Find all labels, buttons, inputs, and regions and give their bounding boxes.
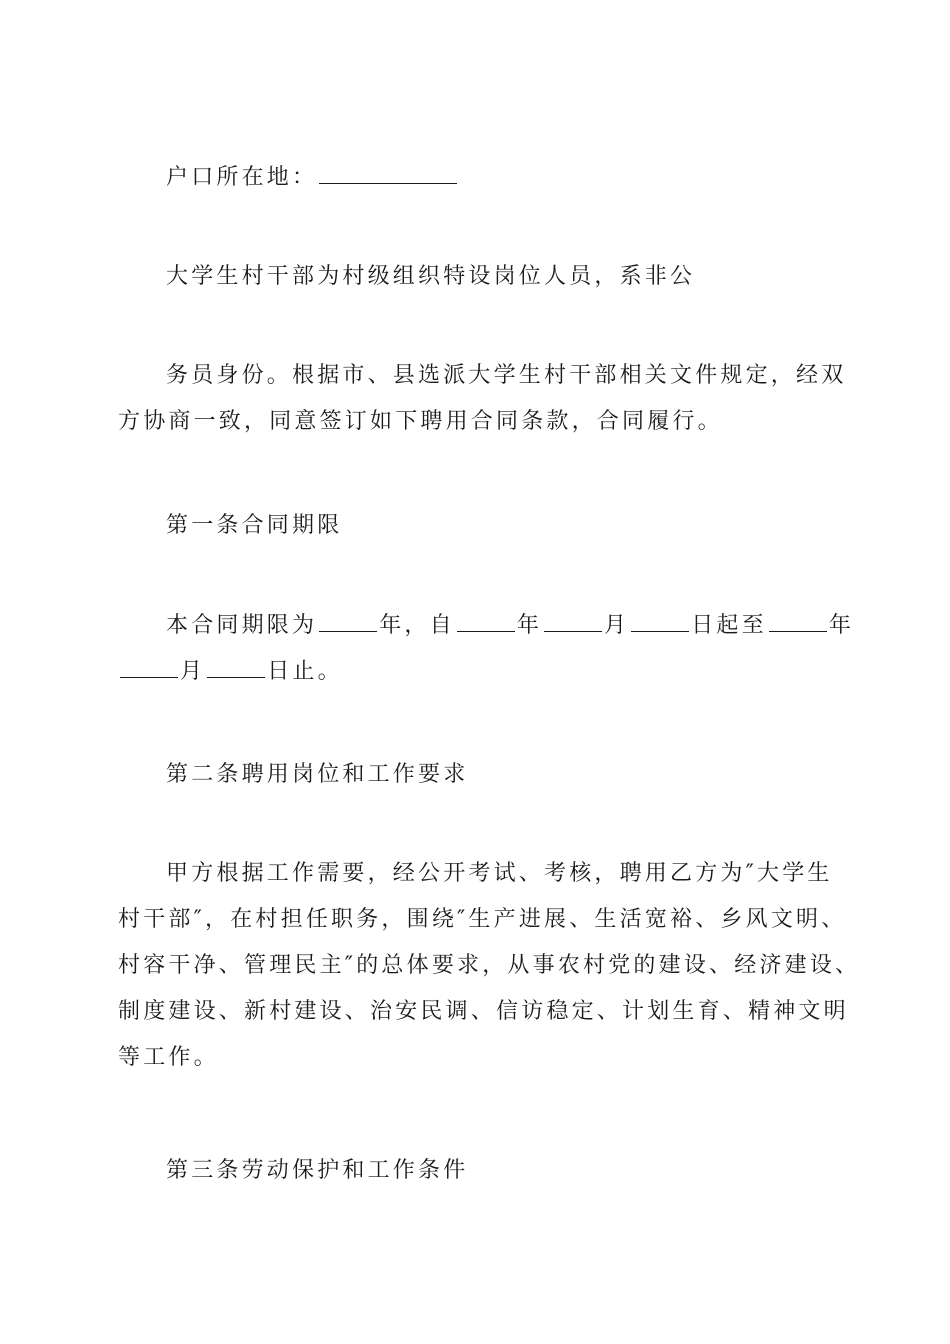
article-2-line: 甲方根据工作需要，经公开考试、考核，聘用乙方为″大学生 <box>166 861 833 886</box>
article-2-body <box>118 851 861 1081</box>
article-3-title-text: 第三条劳动保护和工作条件 <box>166 1158 469 1183</box>
term-line-2 <box>118 649 838 695</box>
term-text-1: 本合同期限为 <box>166 613 318 638</box>
article-2-line: 等工作。 <box>118 1045 219 1070</box>
hukou-blank[interactable] <box>319 161 457 184</box>
hukou-field <box>118 155 838 201</box>
article-2-line: 制度建设、新村建设、治安民调、信访稳定、计划生育、精神文明 <box>118 999 849 1024</box>
start-year-blank[interactable] <box>457 609 515 632</box>
term-text-3: 年 <box>516 613 543 638</box>
start-day-blank[interactable] <box>631 609 689 632</box>
article-2-title-text: 第二条聘用岗位和工作要求 <box>166 762 469 787</box>
term-text-2: 年，自 <box>379 613 455 638</box>
article-1-title-text: 第一条合同期限 <box>166 513 343 538</box>
term-text-4: 月 <box>604 613 630 638</box>
intro-paragraph-2 <box>118 353 847 445</box>
end-year-blank[interactable] <box>769 609 827 632</box>
intro-paragraph-1 <box>118 254 838 300</box>
term-text-6: 年 <box>828 613 855 638</box>
end-day-blank[interactable] <box>207 655 265 678</box>
term-text-5: 日起至 <box>691 613 767 638</box>
article-1-title <box>118 503 838 549</box>
intro-line-2a: 务员身份。根据市、县选派大学生村干部相关文件规定，经双 <box>166 363 847 388</box>
article-2-title <box>118 752 838 798</box>
article-2-line: 村容干净、管理民主″的总体要求，从事农村党的建设、经济建设、 <box>118 953 861 978</box>
hukou-label: 户口所在地： <box>166 165 318 190</box>
intro-line-1: 大学生村干部为村级组织特设岗位人员，系非公 <box>166 264 696 289</box>
intro-line-2b: 方协商一致，同意签订如下聘用合同条款，合同履行。 <box>118 409 723 434</box>
term-paragraph <box>118 603 855 695</box>
start-month-blank[interactable] <box>544 609 602 632</box>
term-years-blank[interactable] <box>319 609 377 632</box>
article-3-title <box>118 1148 838 1194</box>
term-text-8: 日止。 <box>267 659 343 684</box>
term-text-7: 月 <box>180 659 206 684</box>
article-2-line: 村干部″，在村担任职务，围绕″生产进展、生活宽裕、乡风文明、 <box>118 907 847 932</box>
end-month-blank[interactable] <box>120 655 178 678</box>
term-line-1 <box>118 603 855 649</box>
